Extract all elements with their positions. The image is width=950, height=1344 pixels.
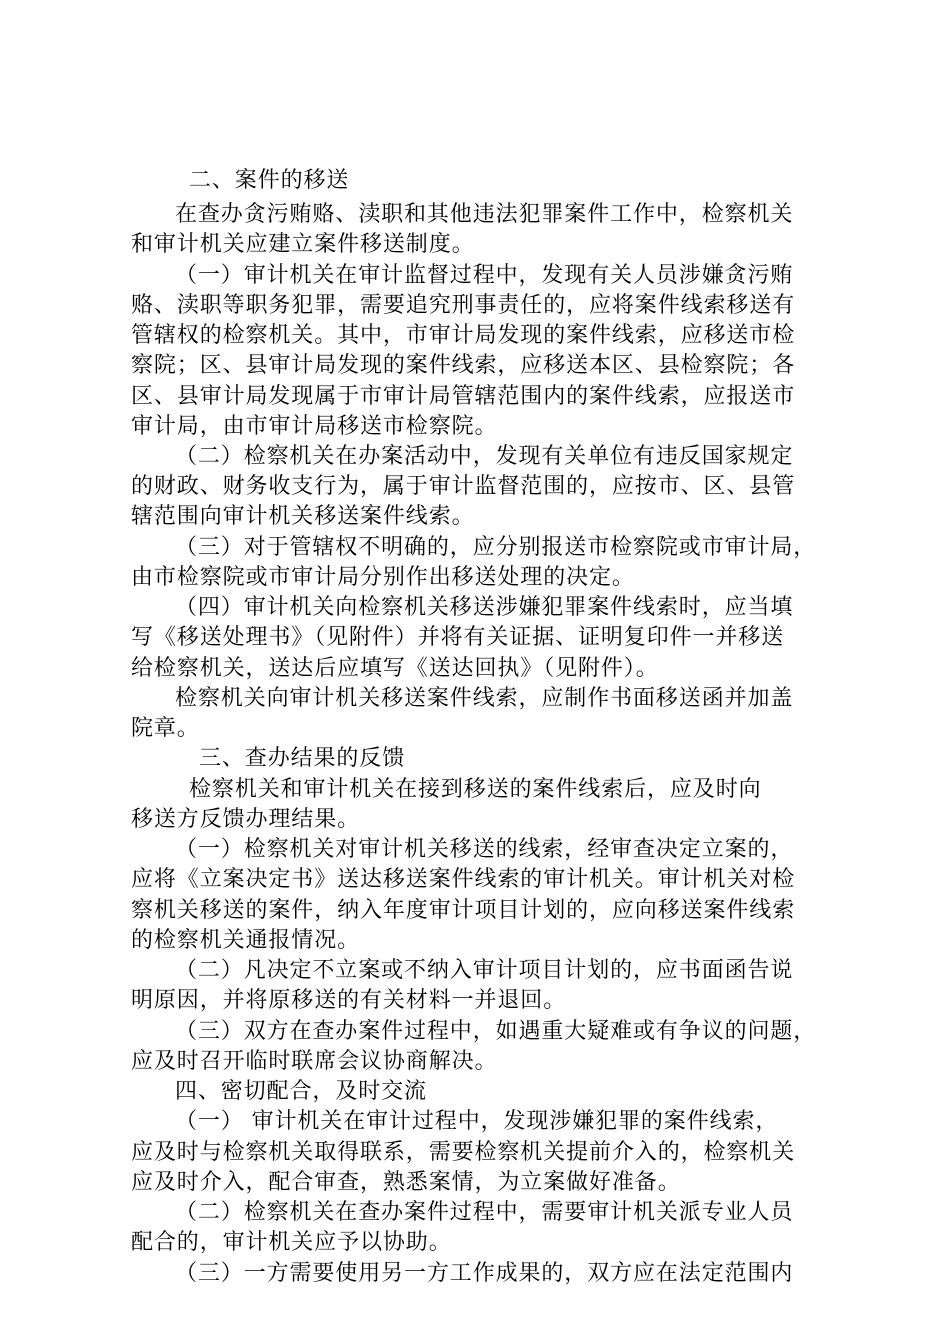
- paragraph-line: 配合的，审计机关应予以协助。: [131, 1230, 452, 1255]
- paragraph-line: （三）一方需要使用另一方工作成果的，双方应在法定范围内: [175, 1261, 794, 1286]
- paragraph-line: 检察机关和审计机关在接到移送的案件线索后，应及时向: [189, 777, 762, 802]
- paragraph-line: 应及时与检察机关取得联系，需要检察机关提前介入的，检察机关: [131, 1140, 796, 1165]
- paragraph-line: （四）审计机关向检察机关移送涉嫌犯罪案件线索时，应当填: [175, 595, 794, 620]
- section-heading-result-feedback: 三、查办结果的反馈: [199, 746, 406, 771]
- paragraph-line: 在查办贪污贿赂、渎职和其他违法犯罪案件工作中，检察机关: [175, 202, 794, 227]
- paragraph-line: （一）审计机关在审计监督过程中，发现有关人员涉嫌贪污贿: [175, 263, 794, 288]
- paragraph-line: 区、县审计局发现属于市审计局管辖范围内的案件线索，应报送市: [131, 384, 796, 409]
- section-heading-case-transfer: 二、案件的移送: [189, 168, 350, 193]
- paragraph-line: 应及时介入，配合审查，熟悉案情，为立案做好准备。: [131, 1170, 681, 1195]
- paragraph-line: 管辖权的检察机关。其中，市审计局发现的案件线索，应移送市检: [131, 323, 796, 348]
- paragraph-line: 移送方反馈办理结果。: [131, 807, 361, 832]
- paragraph-line: 写《移送处理书》（见附件）并将有关证据、证明复印件一并移送: [131, 625, 785, 650]
- paragraph-line: 赂、渎职等职务犯罪，需要追究刑事责任的，应将案件线索移送有: [131, 293, 796, 318]
- paragraph-line: （二）凡决定不立案或不纳入审计项目计划的，应书面函告说: [175, 958, 794, 983]
- paragraph-line: （二）检察机关在查办案件过程中，需要审计机关派专业人员: [175, 1200, 794, 1225]
- paragraph-line: 的财政、财务收支行为，属于审计监督范围的，应按市、区、县管: [131, 474, 796, 499]
- paragraph-line: 察院；区、县审计局发现的案件线索，应移送本区、县检察院；各: [131, 353, 796, 378]
- paragraph-line: 辖范围向审计机关移送案件线索。: [131, 504, 475, 529]
- paragraph-line: 审计局，由市审计局移送市检察院。: [131, 414, 498, 439]
- paragraph-line: 给检察机关，送达后应填写《送达回执》（见附件）。: [131, 656, 659, 681]
- paragraph-line: 由市检察院或市审计局分别作出移送处理的决定。: [131, 565, 635, 590]
- paragraph-line: （一）检察机关对审计机关移送的线索，经审查决定立案的，: [175, 837, 794, 862]
- paragraph-line: （三）对于管辖权不明确的，应分别报送市检察院或市审计局，: [175, 535, 817, 560]
- section-heading-cooperation: 四、密切配合，及时交流: [175, 1079, 427, 1104]
- paragraph-line: 应及时召开临时联席会议协商解决。: [131, 1049, 498, 1074]
- paragraph-line: （一） 审计机关在审计过程中，发现涉嫌犯罪的案件线索，: [175, 1109, 779, 1134]
- paragraph-line: 明原因，并将原移送的有关材料一并退回。: [131, 988, 567, 1013]
- paragraph-line: 检察机关向审计机关移送案件线索，应制作书面移送函并加盖: [175, 686, 794, 711]
- paragraph-line: 的检察机关通报情况。: [131, 928, 361, 953]
- paragraph-line: （三）双方在查办案件过程中，如遇重大疑难或有争议的问题，: [175, 1019, 817, 1044]
- paragraph-line: 和审计机关应建立案件移送制度。: [131, 232, 475, 257]
- paragraph-line: 察机关移送的案件，纳入年度审计项目计划的，应向移送案件线索: [131, 898, 796, 923]
- paragraph-line: 院章。: [131, 716, 200, 741]
- paragraph-line: 应将《立案决定书》送达移送案件线索的审计机关。审计机关对检: [131, 867, 796, 892]
- paragraph-line: （二）检察机关在办案活动中，发现有关单位有违反国家规定: [175, 444, 794, 469]
